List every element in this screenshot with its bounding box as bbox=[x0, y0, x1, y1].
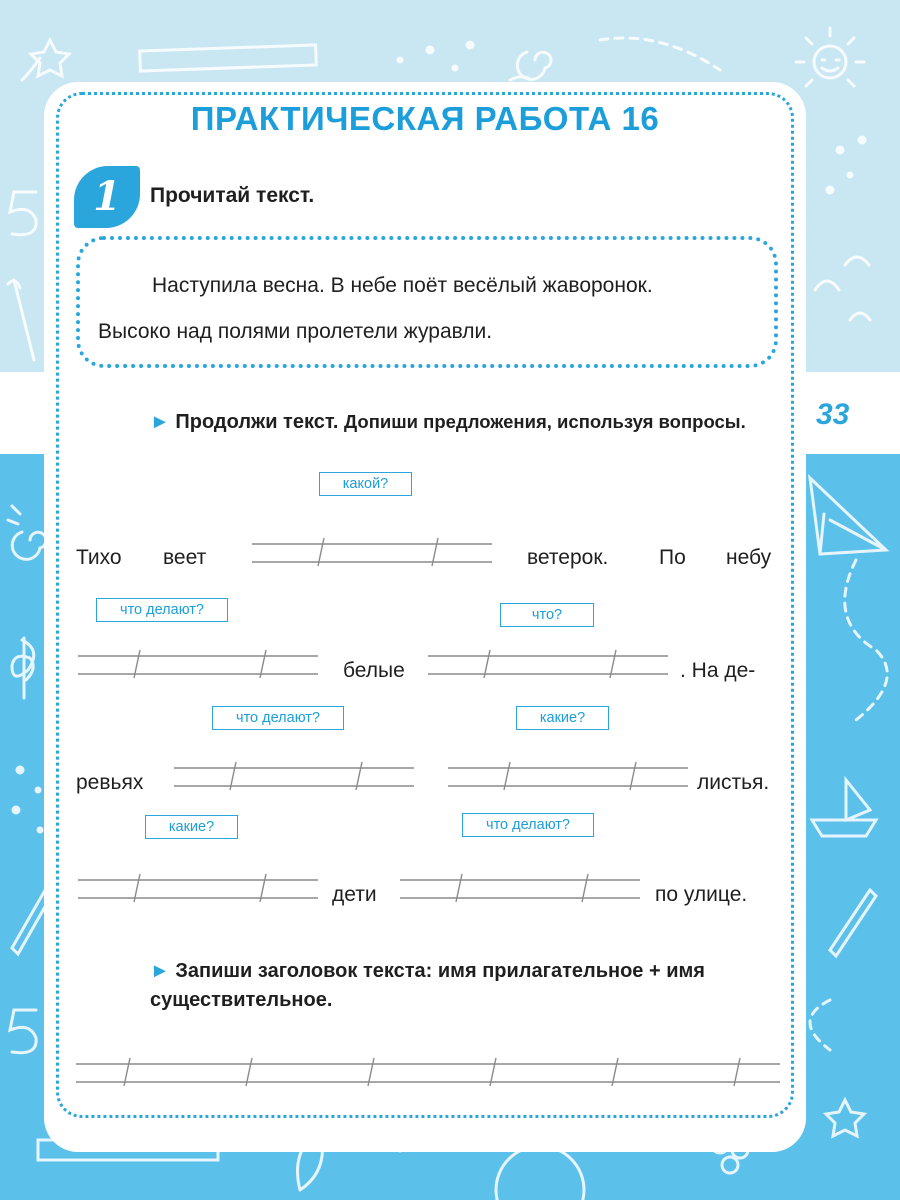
writing-line[interactable] bbox=[78, 872, 318, 906]
exercise-word: листья. bbox=[697, 771, 770, 794]
exercise-word: небу bbox=[726, 546, 772, 569]
bullet-arrow-icon: ► bbox=[150, 960, 170, 982]
sun-icon bbox=[814, 46, 846, 78]
exercise-word: ветерок. bbox=[527, 546, 609, 569]
ruler-icon bbox=[140, 45, 317, 71]
page-title: ПРАКТИЧЕСКАЯ РАБОТА 16 bbox=[190, 100, 660, 137]
question-hint: какой? bbox=[319, 472, 412, 496]
instruction-continue-text bbox=[150, 410, 780, 434]
instruction-text: Запиши заголовок текста: имя прилагательное + имя существительное. bbox=[150, 960, 705, 1011]
question-hint: что? bbox=[500, 603, 594, 627]
writing-line[interactable] bbox=[252, 536, 492, 570]
reading-text-line: Высоко над полями пролетели журавли. bbox=[98, 320, 493, 343]
task-number-badge: 1 bbox=[74, 166, 140, 228]
reading-text-line: Наступила весна. В небе поёт весёлый жаворонок. bbox=[152, 274, 653, 297]
instruction-lead: Продолжи текст. bbox=[175, 411, 339, 433]
task-heading: Прочитай текст. bbox=[150, 184, 315, 207]
title-writing-line[interactable] bbox=[76, 1056, 780, 1090]
writing-line[interactable] bbox=[174, 760, 414, 794]
writing-line[interactable] bbox=[78, 648, 318, 682]
spiral-icon bbox=[517, 52, 551, 79]
exercise-word: По bbox=[659, 546, 686, 569]
brush-icon bbox=[8, 280, 34, 360]
exercise-word: белые bbox=[343, 659, 405, 682]
star-icon-bottom bbox=[826, 1100, 864, 1136]
question-hint: что делают? bbox=[462, 813, 594, 837]
exercise-word: Тихо bbox=[76, 546, 122, 569]
question-hint: что делают? bbox=[212, 706, 344, 730]
question-hint: какие? bbox=[516, 706, 609, 730]
exercise-word: ревьях bbox=[76, 771, 144, 794]
exercise-word: по улице. bbox=[655, 883, 748, 906]
paper-plane-icon bbox=[810, 478, 886, 554]
bullet-arrow-icon: ► bbox=[150, 411, 170, 433]
writing-line[interactable] bbox=[448, 760, 688, 794]
page-number: 33 bbox=[816, 398, 850, 431]
ball-icon bbox=[496, 1146, 584, 1200]
exercise-word: дети bbox=[332, 883, 377, 906]
sailboat-icon bbox=[812, 780, 876, 836]
instruction-write-title bbox=[150, 957, 790, 1015]
exercise-word: веет bbox=[163, 546, 207, 569]
number-five-doodle bbox=[10, 192, 36, 235]
treble-clef-icon bbox=[12, 638, 34, 698]
question-hint: какие? bbox=[145, 815, 238, 839]
question-hint: что делают? bbox=[96, 598, 228, 622]
writing-line[interactable] bbox=[428, 648, 668, 682]
instruction-rest: Допиши предложения, используя вопросы. bbox=[344, 411, 746, 432]
writing-line[interactable] bbox=[400, 872, 640, 906]
reading-text-box bbox=[76, 236, 778, 368]
star-icon bbox=[31, 40, 69, 76]
exercise-word: . На де- bbox=[680, 659, 756, 682]
